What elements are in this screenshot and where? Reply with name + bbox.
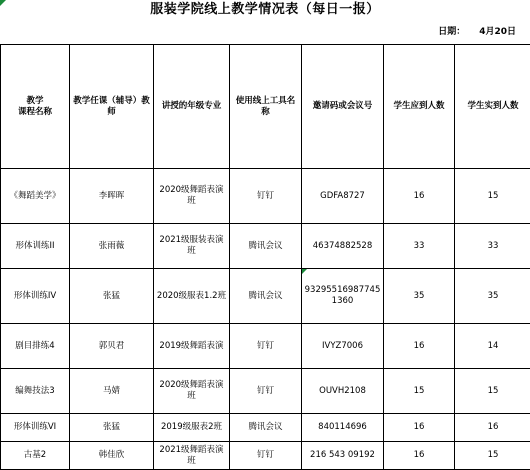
- table-row: [1, 169, 530, 224]
- table-row: [1, 369, 530, 414]
- cell-expected[interactable]: 16: [384, 324, 455, 369]
- cell-teacher[interactable]: 马婧: [70, 369, 154, 414]
- cell-expected[interactable]: 16: [384, 169, 455, 224]
- cell-actual[interactable]: 15: [455, 442, 530, 470]
- cell-course[interactable]: 形体训练II: [1, 224, 70, 269]
- header-row: [1, 45, 530, 169]
- cell-tool[interactable]: 腾讯会议: [230, 414, 302, 442]
- cell-grade-major[interactable]: 2021级服装表演班: [154, 224, 230, 269]
- report-table: [0, 44, 530, 470]
- cell-actual[interactable]: 35: [455, 269, 530, 324]
- cell-actual[interactable]: 16: [455, 414, 530, 442]
- header-actual: 学生实到人数: [455, 45, 530, 169]
- cell-actual[interactable]: 14: [455, 324, 530, 369]
- cell-invite-code[interactable]: OUVH2108: [302, 369, 384, 414]
- header-tool: 使用线上工具名称: [230, 45, 302, 169]
- cell-expected[interactable]: 35: [384, 269, 455, 324]
- cell-grade-major[interactable]: 2020级舞蹈表演班: [154, 369, 230, 414]
- date-value: 4月20日: [479, 27, 516, 37]
- header-invite-code: 邀请码或会议号: [302, 45, 384, 169]
- cell-teacher[interactable]: 郭贝君: [70, 324, 154, 369]
- cell-actual[interactable]: 33: [455, 224, 530, 269]
- table-row: [1, 442, 530, 470]
- cell-grade-major[interactable]: 2020级舞蹈表演班: [154, 169, 230, 224]
- cell-expected[interactable]: 15: [384, 369, 455, 414]
- cell-teacher[interactable]: 李晖晖: [70, 169, 154, 224]
- date-row: [434, 24, 516, 40]
- cell-grade-major[interactable]: 2019级服表2班: [154, 414, 230, 442]
- cell-tool[interactable]: 钉钉: [230, 169, 302, 224]
- cell-expected[interactable]: 16: [384, 442, 455, 470]
- cell-expected[interactable]: 16: [384, 414, 455, 442]
- date-label: 日期：: [438, 27, 465, 37]
- cell-teacher[interactable]: 张雨薇: [70, 224, 154, 269]
- cell-course[interactable]: 《舞蹈美学》: [1, 169, 70, 224]
- header-teacher: 教学任课（辅导）教师: [70, 45, 154, 169]
- table-row: [1, 414, 530, 442]
- cell-tool[interactable]: 钉钉: [230, 324, 302, 369]
- cell-invite-code-text: 932955169877451360: [305, 285, 381, 306]
- cell-course[interactable]: 形体训练IV: [1, 269, 70, 324]
- cell-teacher[interactable]: 张猛: [70, 414, 154, 442]
- cell-invite-code[interactable]: 840114696: [302, 414, 384, 442]
- cell-actual[interactable]: 15: [455, 169, 530, 224]
- header-course: 教学 课程名称: [1, 45, 70, 169]
- cell-grade-major[interactable]: 2019级舞蹈表演: [154, 324, 230, 369]
- table-row: [1, 324, 530, 369]
- cell-grade-major[interactable]: 2020级服表1.2班: [154, 269, 230, 324]
- cell-tool[interactable]: 钉钉: [230, 442, 302, 470]
- cell-invite-code[interactable]: IVYZ7006: [302, 324, 384, 369]
- cell-teacher[interactable]: 张猛: [70, 269, 154, 324]
- cell-invite-code[interactable]: GDFA8727: [302, 169, 384, 224]
- table-row: [1, 269, 530, 324]
- table-row: [1, 224, 530, 269]
- cell-grade-major[interactable]: 2021级舞蹈表演班: [154, 442, 230, 470]
- cell-teacher[interactable]: 韩佳欣: [70, 442, 154, 470]
- cell-course[interactable]: 编舞技法3: [1, 369, 70, 414]
- cell-actual[interactable]: 15: [455, 369, 530, 414]
- cell-course[interactable]: 形体训练VI: [1, 414, 70, 442]
- cell-tool[interactable]: 腾讯会议: [230, 224, 302, 269]
- header-grade-major: 讲授的年级专业: [154, 45, 230, 169]
- cell-expected[interactable]: 33: [384, 224, 455, 269]
- cell-invite-code[interactable]: 46374882528: [302, 224, 384, 269]
- cell-course[interactable]: 古基2: [1, 442, 70, 470]
- cell-course[interactable]: 剧目排练4: [1, 324, 70, 369]
- cell-invite-code[interactable]: [302, 269, 384, 324]
- cell-comment-marker: [302, 269, 307, 274]
- cell-invite-code[interactable]: 216 543 09192: [302, 442, 384, 470]
- page-title: 服装学院线上教学情况表（每日一报）: [0, 0, 530, 22]
- header-expected: 学生应到人数: [384, 45, 455, 169]
- cell-tool[interactable]: 腾讯会议: [230, 269, 302, 324]
- cell-tool[interactable]: 钉钉: [230, 369, 302, 414]
